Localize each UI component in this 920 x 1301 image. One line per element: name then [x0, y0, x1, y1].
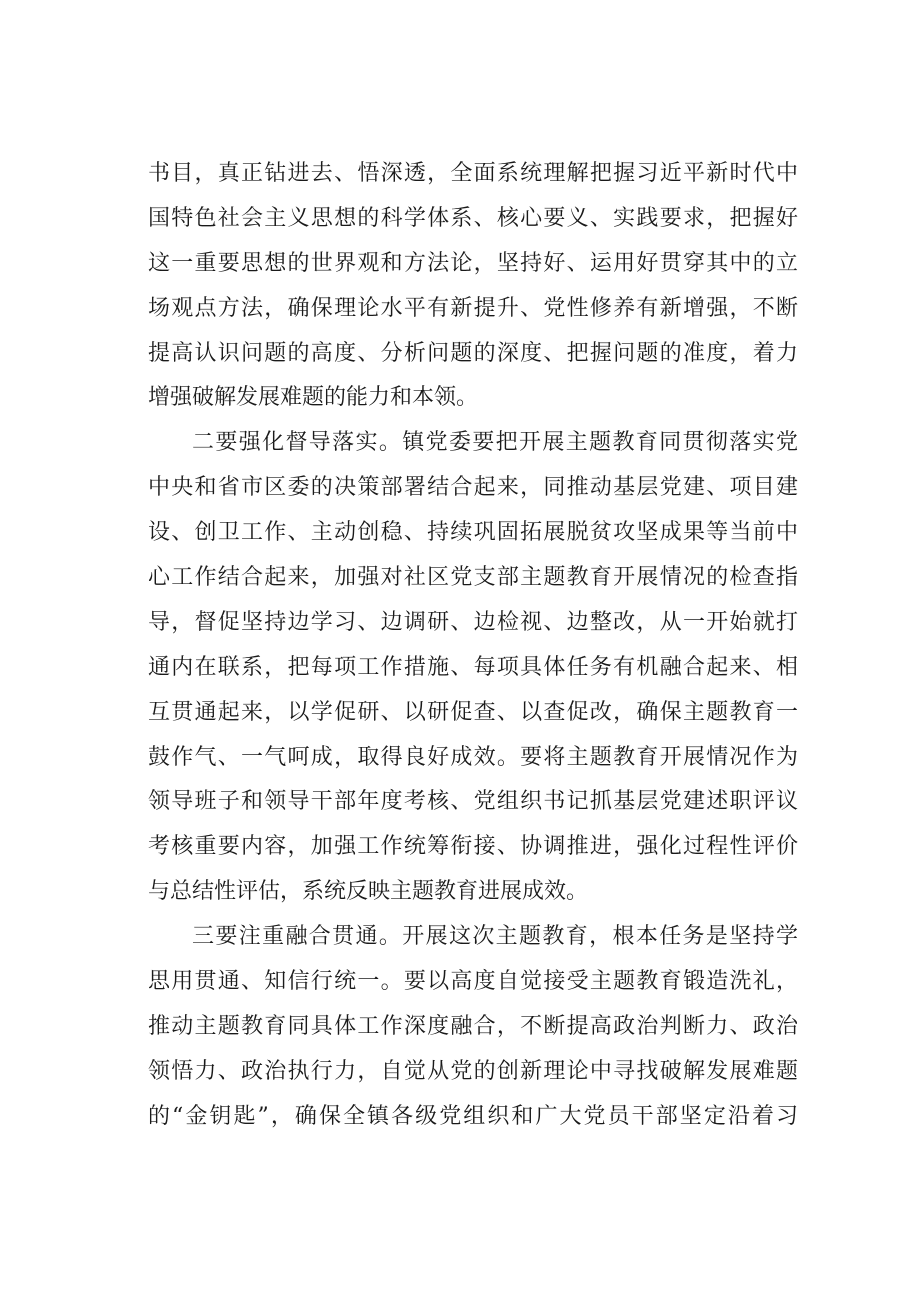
text-line: 国特色社会主义思想的科学体系、核心要义、实践要求，把握好: [148, 205, 798, 231]
text-line: 提高认识问题的高度、分析问题的深度、把握问题的准度，着力: [148, 340, 798, 366]
text-line: 场观点方法，确保理论水平有新提升、党性修养有新增强，不断: [148, 295, 798, 321]
text-line: 导，督促坚持边学习、边调研、边检视、边整改，从一开始就打: [148, 609, 798, 635]
text-line: 领导班子和领导干部年度考核、党组织书记抓基层党建述职评议: [148, 789, 798, 815]
text-line: 这一重要思想的世界观和方法论，坚持好、运用好贯穿其中的立: [148, 250, 798, 276]
text-line: 与总结性评估，系统反映主题教育进展成效。: [148, 879, 589, 905]
text-line: 领悟力、政治执行力，自觉从党的创新理论中寻找破解发展难题: [148, 1058, 798, 1084]
text-line: 三要注重融合贯通。开展这次主题教育，根本任务是坚持学: [192, 924, 798, 950]
text-line: 增强破解发展难题的能力和本领。: [148, 385, 479, 411]
text-line: 推动主题教育同具体工作深度融合，不断提高政治判断力、政治: [148, 1013, 798, 1039]
text-line: 二要强化督导落实。镇党委要把开展主题教育同贯彻落实党: [192, 430, 798, 456]
text-line: 的“金钥匙”，确保全镇各级党组织和广大党员干部坚定沿着习: [148, 1103, 798, 1129]
text-line: 考核重要内容，加强工作统筹衔接、协调推进，强化过程性评价: [148, 834, 798, 860]
text-line: 书目，真正钻进去、悟深透，全面系统理解把握习近平新时代中: [148, 161, 798, 186]
text-line: 鼓作气、一气呵成，取得良好成效。要将主题教育开展情况作为: [148, 744, 798, 770]
text-line: 通内在联系，把每项工作措施、每项具体任务有机融合起来、相: [148, 654, 798, 680]
text-line: 思用贯通、知信行统一。要以高度自觉接受主题教育锻造洗礼，: [148, 969, 798, 995]
text-line: 设、创卫工作、主动创稳、持续巩固拓展脱贫攻坚成果等当前中: [148, 520, 798, 546]
text-line: 心工作结合起来，加强对社区党支部主题教育开展情况的检查指: [148, 565, 798, 591]
document-body: [148, 152, 798, 1140]
text-line: 中央和省市区委的决策部署结合起来，同推动基层党建、项目建: [148, 475, 798, 501]
text-line: 互贯通起来，以学促研、以研促查、以查促改，确保主题教育一: [148, 699, 798, 725]
